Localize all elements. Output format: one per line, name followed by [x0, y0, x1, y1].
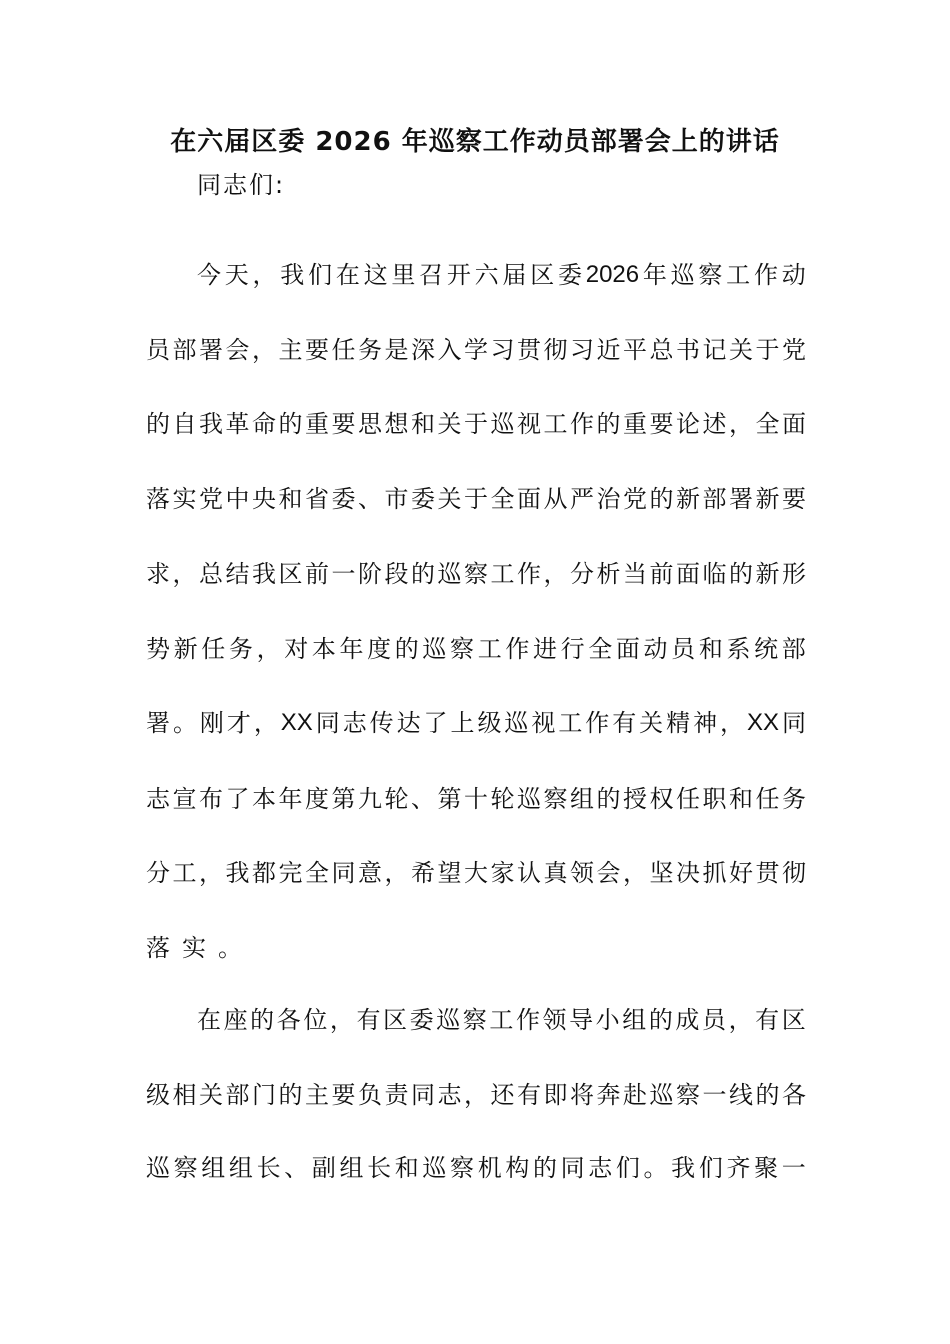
paragraph-1-line-8: 志 宣 布 了 本 年 度 第 九 轮 、 第 十 轮 巡 察 组 的 授 权 任 职 和 任 务: [146, 785, 806, 813]
paragraph-1-line-4: 落 实 党 中 央 和 省 委 、 市 委 关 于 全 面 从 严 治 党 的 新 部 署 新 要: [146, 485, 806, 513]
paragraph-1-line-6: 势 新 任 务 ， 对 本 年 度 的 巡 察 工 作 进 行 全 面 动 员 和 系 统 部: [146, 635, 806, 663]
paragraph-1-line-3: 的 自 我 革 命 的 重 要 思 想 和 关 于 巡 视 工 作 的 重 要 论 述 ， 全 面: [146, 410, 806, 438]
greeting: 同志们:: [197, 171, 286, 199]
paragraph-1-line-9: 分 工 ， 我 都 完 全 同 意 ， 希 望 大 家 认 真 领 会 ， 坚 决 抓 好 贯 彻: [146, 859, 806, 887]
paragraph-2-line-3: 巡 察 组 组 长 、 副 组 长 和 巡 察 机 构 的 同 志 们 。 我 们 齐 聚 一: [146, 1154, 806, 1182]
paragraph-1-line-2: 员 部 署 会 ， 主 要 任 务 是 深 入 学 习 贯 彻 习 近 平 总 书 记 关 于 党: [146, 336, 806, 364]
paragraph-1-line-10: 落实。: [146, 934, 254, 962]
paragraph-1-line-5: 求 ， 总 结 我 区 前 一 阶 段 的 巡 察 工 作 ， 分 析 当 前 面 临 的 新 形: [146, 560, 806, 588]
paragraph-2-line-2: 级 相 关 部 门 的 主 要 负 责 同 志 ， 还 有 即 将 奔 赴 巡 察 一 线 的 各: [146, 1081, 806, 1109]
paragraph-1-line-1: 今 天 ， 我 们 在 这 里 召 开 六 届 区 委 2026 年 巡 察 工 作 动: [197, 261, 806, 289]
paragraph-1-line-7: 署 。 刚 才 ， XX 同 志 传 达 了 上 级 巡 视 工 作 有 关 精 神 ， XX 同: [146, 709, 806, 737]
document-title: 在六届区委 2026 年巡察工作动员部署会上的讲话: [170, 127, 780, 157]
paragraph-2-line-1: 在 座 的 各 位 ， 有 区 委 巡 察 工 作 领 导 小 组 的 成 员 ， 有 区: [197, 1006, 806, 1034]
